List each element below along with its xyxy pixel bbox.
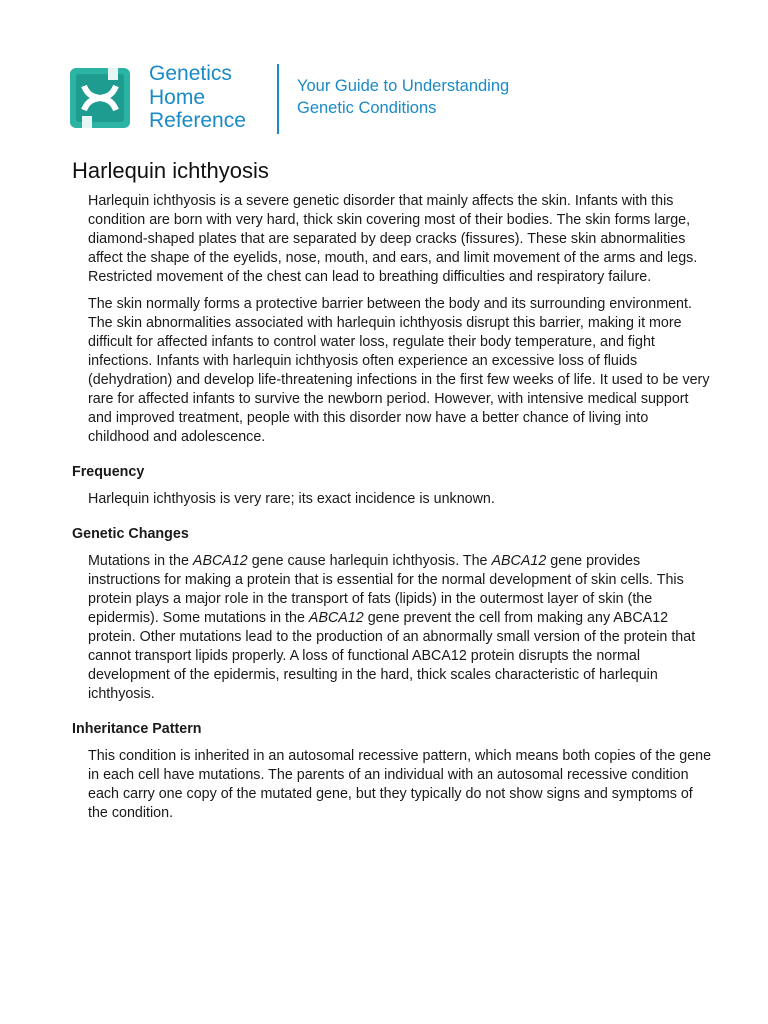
gene-name: ABCA12 [192,553,248,569]
frequency-heading: Frequency [72,464,145,480]
genetic-changes-heading: Genetic Changes [72,526,189,542]
page-title: Harlequin ichthyosis [72,158,269,183]
article-body [72,192,712,831]
frequency-text: Harlequin ichthyosis is very rare; its exact incidence is unknown. [88,491,495,507]
intro-paragraph-1: Harlequin ichthyosis is a severe genetic disorder that mainly affects the skin. Infants with this condition are born with very hard, thick skin covering most of their bodies. The skin forms large, diamond-shaped plates that are separated by deep cracks (fissures). These skin abnormalities affect the shape of the eyelids, nose, mouth, and ears, and limit movement of the arms and legs. Restricted movement of the chest can lead to breathing difficulties and respiratory failure. [88,193,698,285]
brand-line: Genetics [149,62,232,85]
gene-name: ABCA12 [308,610,364,626]
text-segment: gene provides instructions for making a protein that is essential for the normal development of skin cells. This protein plays a major role in the transport of fats (lipids) in the outermost layer of skin (the epidermis). Some mutations in the [88,553,684,626]
site-header [70,60,690,140]
gene-name: ABCA12 [491,553,547,569]
tagline-line: Genetic Conditions [297,99,437,117]
brand-line: Home [149,85,206,109]
inheritance-text: This condition is inherited in an autosomal recessive pattern, which means both copies of the gene in each cell have mutations. The parents of an individual with an autosomal recessive condition each carry one copy of the mutated gene, but they typically do not show signs and symptoms of the condition. [88,748,712,821]
text-segment: gene prevent the cell from making any ABCA12 protein. Other mutations lead to the production of an abnormally small version of the protein that cannot transport lipids properly. A loss of functional ABCA12 protein disrupts the normal development of the epidermis, resulting in the hard, thick scales characteristic of harlequin ichthyosis. [88,610,696,702]
genetics-home-reference-logo-icon [70,68,130,128]
tagline [297,75,509,119]
genetic-changes-text [88,552,712,704]
text-segment: Mutations in the [88,553,193,569]
tagline-line: Your Guide to Understanding [297,77,510,95]
brand-line: Reference [149,109,246,132]
text-segment: gene cause harlequin ichthyosis. The [247,553,492,569]
intro-paragraph-2: The skin normally forms a protective barrier between the body and its surrounding environment. The skin abnormalities associated with harlequin ichthyosis disrupt this barrier, making it more difficult for affected infants to control water loss, regulate their body temperature, and fight infections. Infants with harlequin ichthyosis often experience an excessive loss of fluids (dehydration) and develop life-threatening infections in the first few weeks of life. It used to be very rare for affected infants to survive the newborn period. However, with intensive medical support and improved treatment, people with this disorder now have a better chance of living into childhood and adolescence. [88,296,710,445]
brand-name [149,62,246,133]
header-divider [277,64,279,134]
inheritance-heading: Inheritance Pattern [72,721,202,737]
